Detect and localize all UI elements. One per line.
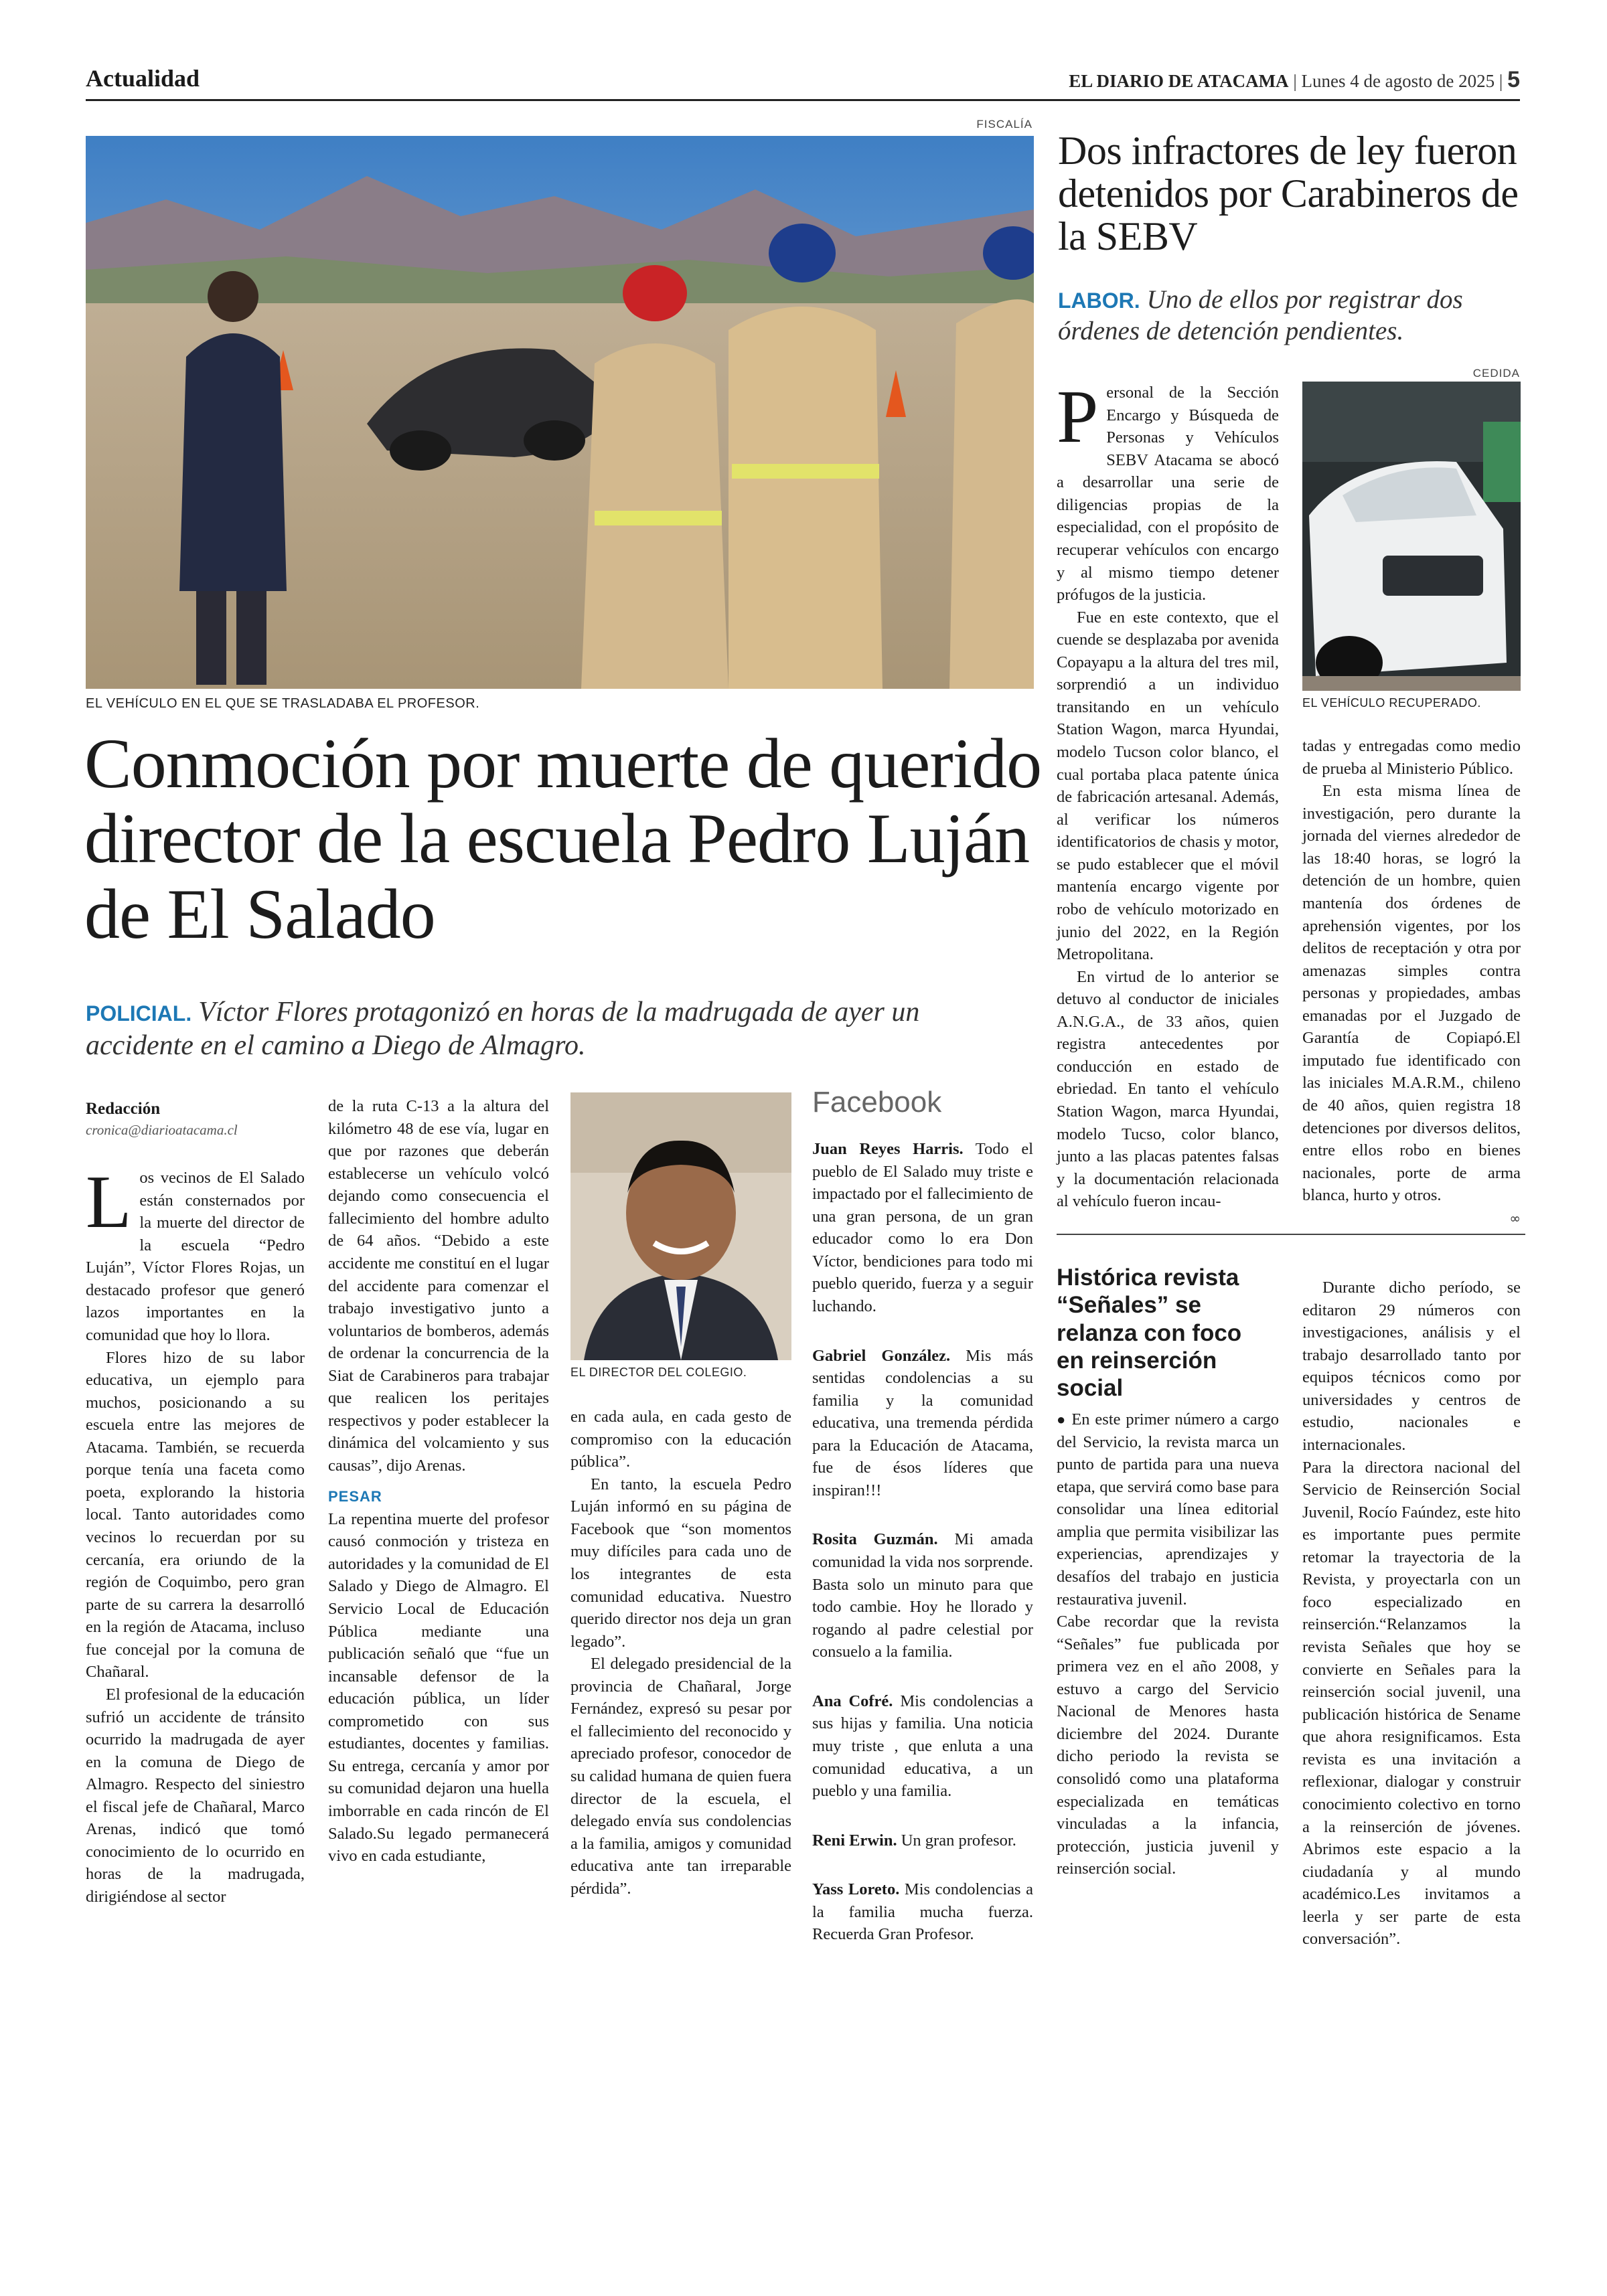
- page-number: 5: [1507, 67, 1520, 92]
- white-suv-image: [1302, 382, 1521, 691]
- byline: Redacción: [86, 1100, 161, 1118]
- byline-email: cronica@diarioatacama.cl: [86, 1122, 238, 1139]
- comment-text: Mi amada comunidad la vida nos sorprende. Basta solo un minuto para que todo cambie. Hoy he llorado y rogando al padre celestial por consuelo a la familia.: [812, 1530, 1033, 1661]
- photo-credit: CEDIDA: [1472, 367, 1520, 380]
- end-mark-icon: ∞: [1509, 1210, 1521, 1226]
- main-lead: [86, 996, 956, 1062]
- kicker-labor: LABOR.: [1058, 289, 1140, 313]
- box-divider: [1057, 1234, 1525, 1235]
- header-rule: [86, 99, 1520, 101]
- director-photo: [570, 1092, 791, 1360]
- right-lead: [1058, 284, 1527, 347]
- paragraph: Cabe recordar que la revista “Señales” fue publicada por primera vez en el año 2008, y estuvo a cargo del Servicio Nacional de Menores hasta diciembre del 2024. Durante dicho periodo la revista se consolidó como una plataforma especializada en temáticas vinculadas a la infancia, protección, justicia juvenil y reinserción social.: [1057, 1613, 1279, 1878]
- photo-caption: EL VEHÍCULO EN EL QUE SE TRASLADABA EL PROFESOR.: [86, 696, 480, 711]
- commenter-name: Rosita Guzmán.: [812, 1530, 938, 1549]
- commenter-name: Ana Cofré.: [812, 1692, 893, 1710]
- subhead-pesar: PESAR: [328, 1487, 382, 1505]
- issue-date: Lunes 4 de agosto de 2025: [1301, 71, 1495, 91]
- section-name: Actualidad: [86, 65, 200, 92]
- comment-text: Todo el pueblo de El Salado muy triste e impactado por el fallecimiento de una gran persona, de un gran educador como lo era Don Víctor, bendiciones para todo mi pueblo querido, fuerza y a seguir luchando.: [812, 1140, 1033, 1315]
- accident-photo: [86, 136, 1034, 689]
- accident-scene-image: [86, 136, 1034, 689]
- box-headline: Histórica revista “Señales” se relanza con foco en reinserción social: [1057, 1264, 1242, 1402]
- right-column-1: [1057, 376, 1279, 1213]
- paragraph: En esta misma línea de investigación, pero durante la jornada del viernes alrededor de las 18:40 horas, se logró la detención de un hombre, quien mantenía dos órdenes de aprehensión vigentes, por los delitos de receptación y otra por amenazas simples contra personas y propiedades, ambas emanadas por el Juzgado de Garantía de Copiapó.El imputado fue identificado con las iniciales M.A.R.M., chileno de 40 años, quien registra 18 detenciones por diversos delitos, entre ellos robo en bienes nacionales, porte de arma blanca, hurto y otros.: [1302, 782, 1521, 1205]
- paragraph: os vecinos de El Salado están consternados por la muerte del director de la escuela “Pedro Luján”, Víctor Flores Rojas, un destacado profesor que generó lazos importantes en la comunidad que hoy lo llora.: [86, 1169, 305, 1344]
- main-column-1: [86, 1098, 305, 1908]
- facebook-comment: [812, 1345, 1033, 1502]
- paragraph: El profesional de la educación sufrió un accidente de tránsito ocurrido la madrugada de ayer en la comuna de Diego de Almagro. Respecto del siniestro el fiscal jefe de Chañaral, Marco Arenas, indicó que tomó conocimiento de lo ocurrido en horas de la madrugada, dirigiéndose al sector: [86, 1685, 305, 1906]
- paragraph: Para la directora nacional del Servicio de Reinserción Social Juvenil, Rocío Faúndez, este hito es importante pues permite retomar la trayectoria de la Revista, y proyectarla con un foco especializado en reinserción.“Relanzamos la revista Señales que hoy se convierte en Señales para la reinserción social juvenil, una publicación histórica de Sename que ahora resignificamos. Esta revista es una invitación a reflexionar, dialogar y construir conocimiento colectivo en torno a la reinserción de jóvenes. Abrimos este espacio a la ciudadanía y al mundo académico.Les invitamos a leerla y ser parte de esta conversación”.: [1302, 1458, 1521, 1949]
- dropcap: L: [86, 1161, 132, 1244]
- right-headline: Dos infractores de ley fueron detenidos por Carabineros de la SEBV: [1058, 129, 1519, 259]
- photo-credit: FISCALÍA: [976, 118, 1032, 131]
- director-portrait-image: [570, 1092, 791, 1360]
- paragraph: Flores hizo de su labor educativa, un ejemplo para muchos, posicionando a su escuela entre las mejores de Atacama. También, se recuerda porque tenía una faceta como poeta, explorando la historia local. Tanto autoridades como vecinos lo recuerdan por su cercanía, era oriundo de la región de Coquimbo, pero gran parte de su carrera la desarrolló en la región de Atacama, incluso fue concejal por la comuna de Chañaral.: [86, 1348, 305, 1682]
- facebook-comment: [812, 1138, 1033, 1318]
- box-column-2: [1302, 1277, 1521, 1951]
- comment-text: Mis condolencias a sus hijas y familia. Una noticia muy triste , que enluta a una comunidad educativa, a un pueblo y una familia.: [812, 1692, 1033, 1801]
- paragraph: En tanto, la escuela Pedro Luján informó en su página de Facebook que “son momentos muy difíciles para cada uno de los integrantes de esta comunidad educativa. Nuestro querido director nos deja un gran legado”.: [570, 1475, 791, 1651]
- facebook-comment: [812, 1528, 1033, 1663]
- paragraph: La repentina muerte del profesor causó conmoción y tristeza en autoridades y la comunidad de El Salado y Diego de Almagro. El Servicio Local de Educación Pública mediante una publicación señaló que “fue un incansable defensor de la educación pública, un líder comprometido con sus estudiantes, docentes y familias. Su entrega, cercanía y amor por su comunidad dejaron una huella imborrable en cada rincón de El Salado.Su legado permanecerá vivo en cada estudiante,: [328, 1509, 549, 1866]
- comment-text: Mis más sentidas condolencias a su familia y la comunidad educativa, una tremenda pérdida para la Educación de Atacama, fue de ésos líderes que inspiran!!!: [812, 1346, 1033, 1499]
- box-column-1: [1057, 1408, 1279, 1880]
- dropcap: P: [1057, 376, 1099, 459]
- recovered-caption: EL VEHÍCULO RECUPERADO.: [1302, 696, 1481, 710]
- paragraph: de la ruta C-13 a la altura del kilómetro 48 de ese vía, lugar en que por razones que deberán establecerse un vehículo volcó dejando como consecuencia el fallecimiento del hombre adulto de 64 años. “Debido a este accidente me constituí en el lugar del accidente para comenzar el trabajo investigativo junto a voluntarios de bomberos, además de ordenar la concurrencia de la Siat de Carabineros para trabajar que realicen los peritajes respectivos y poder establecer la dinámica del volcamiento y sus causas”, dijo Arenas.: [328, 1097, 549, 1475]
- paragraph: Durante dicho período, se editaron 29 números con investigaciones, análisis y el trabajo desarrollado tanto por equipos técnicos como por universidades y centros de estudio, nacionales e internacionales.: [1302, 1279, 1521, 1454]
- commenter-name: Gabriel González.: [812, 1346, 951, 1365]
- paragraph: En virtud de lo anterior se detuvo al conductor de iniciales A.N.G.A., de 33 años, quien registra antecedentes por conducción en estado de ebriedad. En tanto el vehículo Station Wagon, marca Hyundai, modelo Tucso, color blanco, junto a las placas patentes falsas y la documentación relacionada al vehículo fueron incau-: [1057, 967, 1279, 1211]
- facebook-comments: [812, 1138, 1033, 1973]
- newspaper-name: EL DIARIO DE ATACAMA: [1069, 71, 1289, 91]
- commenter-name: Juan Reyes Harris.: [812, 1140, 964, 1158]
- paragraph: El delegado presidencial de la provincia de Chañaral, Jorge Fernández, expresó su pesar por el fallecimiento del reconocido y apreciado profesor, conocedor de su calidad humana de quien fuera director de la escuela, el delegado envía sus condolencias a la familia, amigos y comunidad educativa ante tan irreparable pérdida”.: [570, 1655, 791, 1898]
- recovered-vehicle-photo: [1302, 382, 1521, 691]
- main-column-2: [328, 1095, 549, 1868]
- commenter-name: Yass Loreto.: [812, 1880, 900, 1899]
- comment-text: Mis condolencias a la familia mucha fuerza. Recuerda Gran Profesor.: [812, 1880, 1033, 1944]
- facebook-title: Facebook: [812, 1086, 942, 1119]
- main-headline: Conmoción por muerte de querido director de la escuela Pedro Luján de El Salado: [84, 724, 1042, 953]
- director-caption: EL DIRECTOR DEL COLEGIO.: [570, 1366, 747, 1379]
- paragraph: tadas y entregadas como medio de prueba al Ministerio Público.: [1302, 737, 1521, 778]
- masthead: EL DIARIO DE ATACAMA | Lunes 4 de agosto de 2025 | 5: [1069, 67, 1520, 92]
- comment-text: Un gran profesor.: [901, 1831, 1016, 1850]
- paragraph: ersonal de la Sección Encargo y Búsqueda de Personas y Vehículos SEBV Atacama se abocó a desarrollar una serie de diligencias propias de la especialidad, con el propósito de recuperar vehículos con encargo y al mismo tiempo detener prófugos de la justicia.: [1057, 384, 1279, 604]
- main-column-3: [570, 1406, 791, 1900]
- facebook-comment: [812, 1829, 1033, 1852]
- kicker-policial: POLICIAL.: [86, 1001, 192, 1026]
- commenter-name: Reni Erwin.: [812, 1831, 897, 1850]
- bullet-icon: ●: [1057, 1411, 1072, 1428]
- facebook-comment: [812, 1690, 1033, 1803]
- right-column-2: [1302, 735, 1521, 1229]
- paragraph: En este primer número a cargo del Servicio, la revista marca un punto de partida para una nueva etapa, que servirá como base para consolidar una línea editorial amplia que permita visibilizar las experiencias, aprendizajes y desafíos del trabajo en justicia restaurativa juvenil.: [1057, 1410, 1279, 1609]
- lead-text: Víctor Flores protagonizó en horas de la madrugada de ayer un accidente en el camino a Diego de Almagro.: [86, 997, 920, 1061]
- paragraph: en cada aula, en cada gesto de compromiso con la educación pública”.: [570, 1408, 791, 1471]
- paragraph: Fue en este contexto, que el cuende se desplazaba por avenida Copayapu a la altura del tres mil, sorprendió a un individuo transitando en un vehículo Station Wagon, marca Hyundai, modelo Tucson color blanco, el cual portaba placa patente única de fabricación artesanal. Además, al verificar los números identificatorios de chasis y motor, se pudo establecer que el móvil mantenía encargo vigente por robo de vehículo motorizado en junio del 2022, en la Región Metropolitana.: [1057, 608, 1279, 964]
- lead-text: Uno de ellos por registrar dos órdenes de detención pendientes.: [1058, 285, 1463, 345]
- facebook-comment: [812, 1878, 1033, 1946]
